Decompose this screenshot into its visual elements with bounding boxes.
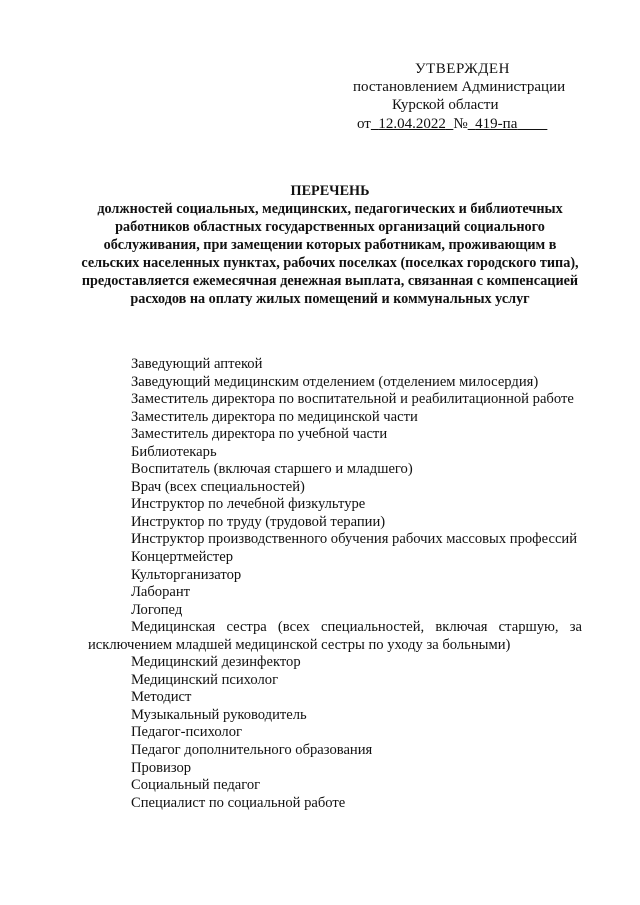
position-item: Заместитель директора по учебной части <box>131 426 388 443</box>
number-prefix: № <box>453 116 468 132</box>
position-item: Музыкальный руководитель <box>131 706 307 723</box>
position-item: Концертмейстер <box>131 549 234 566</box>
approval-number: 419-па <box>475 116 518 132</box>
position-item: Логопед <box>131 601 183 618</box>
date-prefix: от <box>357 116 371 132</box>
approval-title: УТВЕРЖДЕН <box>415 61 510 77</box>
position-item: Врач (всех специальностей) <box>131 478 305 495</box>
approval-region-line: Курской области <box>392 97 499 113</box>
position-item: Педагог-психолог <box>131 724 242 741</box>
approval-date-number-line <box>357 115 547 134</box>
position-item: Заведующий аптекой <box>131 356 263 372</box>
position-item: Культорганизатор <box>131 566 242 583</box>
position-item: Заместитель директора по медицинской части <box>131 408 418 425</box>
position-item: Библиотекарь <box>131 443 217 460</box>
position-item: Заведующий медицинским отделением (отделением милосердия) <box>131 373 539 390</box>
position-item: Лаборант <box>131 584 191 601</box>
position-item: Инструктор по труду (трудовой терапии) <box>131 513 386 530</box>
document-subtitle: должностей социальных, медицинских, педагогических и библиотечных работников областных государственных организаций социального обслуживания, при замещении которых работникам, проживающим в сельских населенных пунктах, рабочих поселках (поселках городского типа), предоставляется ежемесячная денежная выплата, связанная с компенсацией расходов на оплату жилых помещений и коммунальных услуг <box>81 201 579 307</box>
position-item: Медицинская сестра (всех специальностей, включая старшую, за исключением младшей медицинской сестры по уходу за больными) <box>88 619 582 653</box>
position-item: Медицинский дезинфектор <box>131 654 301 671</box>
position-item: Инструктор производственного обучения рабочих массовых профессий <box>131 531 578 548</box>
position-item: Воспитатель (включая старшего и младшего) <box>131 461 413 478</box>
document-heading: ПЕРЕЧЕНЬ <box>290 183 370 199</box>
position-item: Педагог дополнительного образования <box>131 742 373 759</box>
document-title <box>80 182 580 308</box>
approval-issuer-line: постановлением Администрации <box>353 79 566 95</box>
position-item: Провизор <box>131 759 192 776</box>
position-item: Социальный педагог <box>131 777 261 794</box>
position-item: Заместитель директора по воспитательной и реабилитационной работе <box>131 391 574 408</box>
approval-date: 12.04.2022 <box>378 116 446 132</box>
position-item: Специалист по социальной работе <box>131 794 346 811</box>
position-item: Методист <box>131 689 192 706</box>
position-item: Инструктор по лечебной физкультуре <box>131 496 366 513</box>
positions-list <box>88 356 582 812</box>
position-item: Медицинский психолог <box>131 671 279 688</box>
